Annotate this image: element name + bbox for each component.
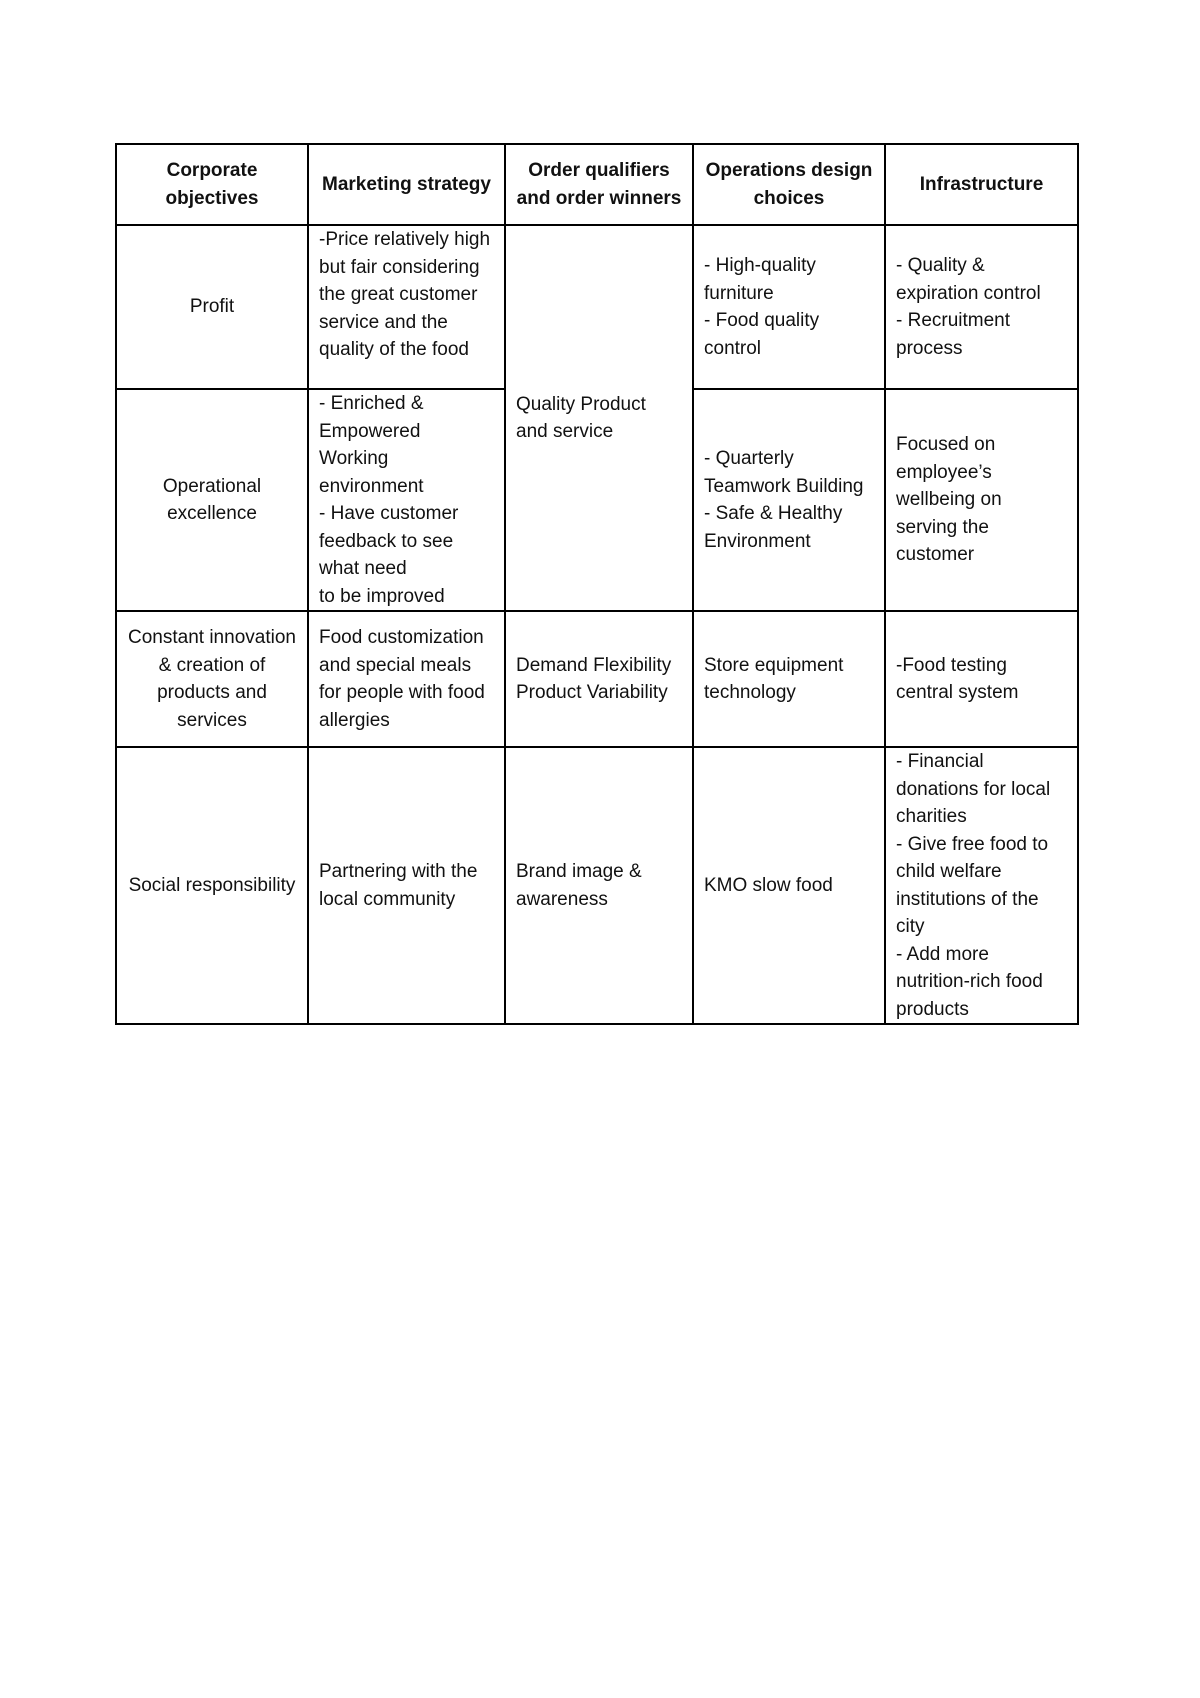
- cell-order: Brand image & awareness: [505, 747, 693, 1024]
- cell-infrastructure: -Food testing central system: [885, 611, 1078, 747]
- cell-operations: KMO slow food: [693, 747, 885, 1024]
- table-row: [116, 747, 1078, 1024]
- header-infrastructure: Infrastructure: [885, 144, 1078, 225]
- cell-marketing: -Price relatively high but fair considering the great customer service and the quality of the food: [308, 225, 505, 389]
- cell-operations: Store equipment technology: [693, 611, 885, 747]
- header-order-qualifiers: Order qualifiers and order winners: [505, 144, 693, 225]
- cell-infrastructure: - Financial donations for local charities - Give free food to child welfare institutions of the city - Add more nutrition-rich food products: [885, 747, 1078, 1024]
- cell-infrastructure: Focused on employee’s wellbeing on serving the customer: [885, 389, 1078, 611]
- cell-marketing: Food customization and special meals for people with food allergies: [308, 611, 505, 747]
- cell-objective: Social responsibility: [116, 747, 308, 1024]
- cell-marketing: Partnering with the local community: [308, 747, 505, 1024]
- cell-operations: - Quarterly Teamwork Building - Safe & Healthy Environment: [693, 389, 885, 611]
- cell-objective: Constant innovation & creation of products and services: [116, 611, 308, 747]
- header-operations-design: Operations design choices: [693, 144, 885, 225]
- header-corporate-objectives: Corporate objectives: [116, 144, 308, 225]
- cell-order: Demand Flexibility Product Variability: [505, 611, 693, 747]
- cell-objective: Profit: [116, 225, 308, 389]
- cell-marketing: - Enriched & Empowered Working environment - Have customer feedback to see what need to be improved: [308, 389, 505, 611]
- strategy-table: [115, 143, 1079, 1025]
- table-row: [116, 225, 1078, 389]
- cell-order-merged: Quality Product and service: [505, 225, 693, 611]
- cell-infrastructure: - Quality & expiration control - Recruitment process: [885, 225, 1078, 389]
- table-row: [116, 611, 1078, 747]
- table-header-row: [116, 144, 1078, 225]
- cell-objective: Operational excellence: [116, 389, 308, 611]
- cell-operations: - High-quality furniture - Food quality control: [693, 225, 885, 389]
- header-marketing-strategy: Marketing strategy: [308, 144, 505, 225]
